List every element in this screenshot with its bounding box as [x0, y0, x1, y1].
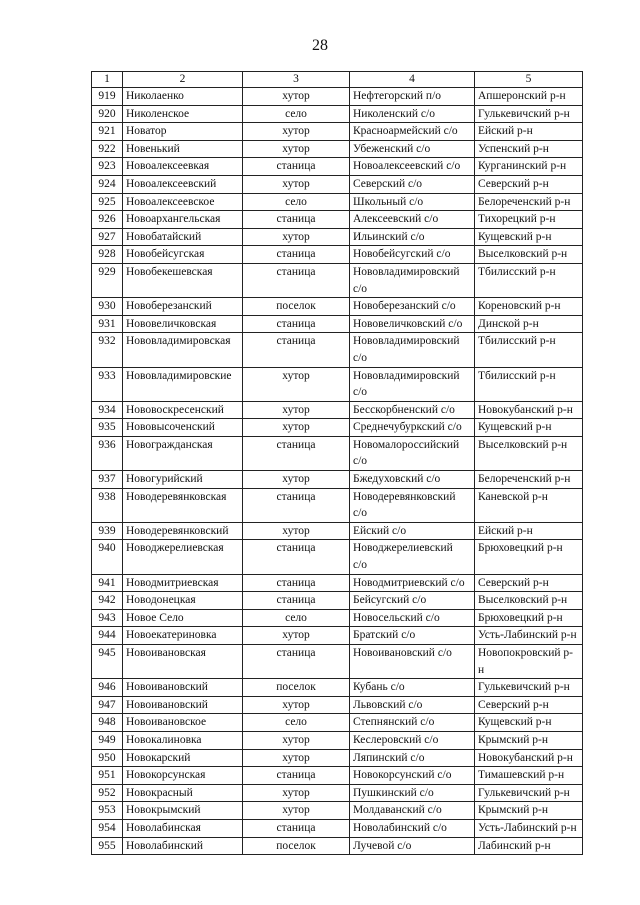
table-row [92, 714, 583, 732]
table-row [92, 802, 583, 820]
table-row [92, 731, 583, 749]
administration-name [350, 211, 475, 229]
settlement-name: Новоалексеевский [123, 175, 243, 193]
administration-line: Нововладимировский [353, 335, 460, 348]
settlement-type: поселок [243, 837, 350, 855]
row-number: 945 [92, 645, 123, 679]
administration-line: Кеслеровский с/о [353, 733, 439, 746]
settlement-type: хутор [243, 419, 350, 437]
administration-name [350, 88, 475, 106]
settlement-name: Новокрасный [123, 784, 243, 802]
settlement-type: станица [243, 333, 350, 367]
administration-line: с/о [353, 559, 368, 572]
administration-line: Николенский с/о [353, 107, 435, 120]
administration-line: Новомалороссийский [353, 438, 460, 451]
row-number: 926 [92, 211, 123, 229]
settlement-name: Новобатайский [123, 228, 243, 246]
table-row [92, 471, 583, 489]
administration-line: Бесскорбненский с/о [353, 403, 455, 416]
row-number: 925 [92, 193, 123, 211]
row-number: 920 [92, 105, 123, 123]
administration-line: Красноармейский с/о [353, 125, 458, 138]
row-number: 933 [92, 367, 123, 401]
administration-name [350, 367, 475, 401]
district-name: Усть-Лабинский р-н [475, 627, 583, 645]
district-name: Выселковский р-н [475, 436, 583, 470]
table-row [92, 246, 583, 264]
table-row [92, 419, 583, 437]
settlement-type: станица [243, 158, 350, 176]
table-row [92, 298, 583, 316]
district-name: Успенский р-н [475, 140, 583, 158]
row-number: 939 [92, 522, 123, 540]
settlement-name: Новоивановский [123, 696, 243, 714]
administration-name [350, 419, 475, 437]
settlement-type: хутор [243, 471, 350, 489]
settlement-name: Новоархангельская [123, 211, 243, 229]
settlement-name: Новоалексеевское [123, 193, 243, 211]
settlement-type: хутор [243, 401, 350, 419]
row-number: 941 [92, 574, 123, 592]
row-number: 922 [92, 140, 123, 158]
administration-name [350, 714, 475, 732]
administration-name [350, 105, 475, 123]
administration-name [350, 609, 475, 627]
district-name: Ейский р-н [475, 522, 583, 540]
administration-line: Лучевой с/о [353, 839, 412, 852]
settlement-name: Новоберезанский [123, 298, 243, 316]
row-number: 932 [92, 333, 123, 367]
table-row [92, 401, 583, 419]
administration-name [350, 246, 475, 264]
table-row [92, 749, 583, 767]
settlement-type: станица [243, 767, 350, 785]
administration-line: Новобейсугский с/о [353, 248, 451, 261]
district-name: Тбилисский р-н [475, 333, 583, 367]
column-header: 5 [475, 72, 583, 88]
row-number: 936 [92, 436, 123, 470]
district-name: Кореновский р-н [475, 298, 583, 316]
table-row [92, 105, 583, 123]
administration-line: Молдаванский с/о [353, 804, 442, 817]
administration-name [350, 802, 475, 820]
administration-line: Нововладимировский [353, 265, 460, 278]
administration-line: Ляпинский с/о [353, 751, 425, 764]
district-name: Динской р-н [475, 315, 583, 333]
administration-line: Степнянский с/о [353, 716, 435, 729]
district-name: Гулькевичский р-н [475, 784, 583, 802]
column-header: 3 [243, 72, 350, 88]
table-row [92, 123, 583, 141]
settlement-type: хутор [243, 123, 350, 141]
row-number: 929 [92, 263, 123, 297]
column-header: 2 [123, 72, 243, 88]
settlement-name: Новоекатериновка [123, 627, 243, 645]
settlement-type: хутор [243, 731, 350, 749]
settlement-name: Новогурийский [123, 471, 243, 489]
administration-line: Среднечубуркский с/о [353, 421, 462, 434]
settlement-name: Новолабинский [123, 837, 243, 855]
table-row [92, 158, 583, 176]
administration-name [350, 749, 475, 767]
table-row [92, 609, 583, 627]
settlement-type: село [243, 193, 350, 211]
settlement-type: село [243, 105, 350, 123]
settlement-type: станица [243, 574, 350, 592]
administration-name [350, 731, 475, 749]
settlement-name: Новобекешевская [123, 263, 243, 297]
district-name: Ейский р-н [475, 123, 583, 141]
settlement-name: Новатор [123, 123, 243, 141]
settlement-name: Новодеревянковский [123, 522, 243, 540]
table-row [92, 488, 583, 522]
settlement-type: станица [243, 540, 350, 574]
settlement-name: Новодонецкая [123, 592, 243, 610]
administration-name [350, 819, 475, 837]
administration-name [350, 627, 475, 645]
row-number: 937 [92, 471, 123, 489]
administration-name [350, 522, 475, 540]
settlement-name: Николаенко [123, 88, 243, 106]
settlement-type: хутор [243, 749, 350, 767]
administration-line: Новоберезанский с/о [353, 300, 456, 313]
row-number: 942 [92, 592, 123, 610]
row-number: 943 [92, 609, 123, 627]
administration-line: с/о [353, 282, 368, 295]
row-number: 927 [92, 228, 123, 246]
administration-name [350, 175, 475, 193]
administration-name [350, 767, 475, 785]
settlement-name: Нововоскресенский [123, 401, 243, 419]
row-number: 928 [92, 246, 123, 264]
administration-line: Ильинский с/о [353, 230, 425, 243]
settlement-type: станица [243, 592, 350, 610]
administration-name [350, 333, 475, 367]
settlement-name: Новодеревянковская [123, 488, 243, 522]
administration-name [350, 592, 475, 610]
administration-line: Новолабинский с/о [353, 821, 447, 834]
settlement-type: хутор [243, 367, 350, 401]
page-number: 28 [312, 37, 328, 54]
settlement-type: хутор [243, 88, 350, 106]
settlement-type: станица [243, 246, 350, 264]
district-name: Северский р-н [475, 175, 583, 193]
administration-line: Новодмитриевский с/о [353, 576, 465, 589]
row-number: 954 [92, 819, 123, 837]
district-name: Выселковский р-н [475, 592, 583, 610]
settlement-name: Новоалексеевкая [123, 158, 243, 176]
settlement-name: Новокорсунская [123, 767, 243, 785]
administration-line: с/о [353, 351, 368, 364]
district-name: Гулькевичский р-н [475, 105, 583, 123]
administration-line: Нововеличковский с/о [353, 317, 463, 330]
administration-line: Братский с/о [353, 629, 416, 642]
administration-name [350, 540, 475, 574]
administration-line: Убеженский с/о [353, 142, 431, 155]
table-row [92, 315, 583, 333]
row-number: 944 [92, 627, 123, 645]
settlement-name: Нововладимировская [123, 333, 243, 367]
district-name: Брюховецкий р-н [475, 540, 583, 574]
row-number: 953 [92, 802, 123, 820]
administration-line: Бейсугский с/о [353, 594, 427, 607]
row-number: 931 [92, 315, 123, 333]
settlement-name: Новоивановское [123, 714, 243, 732]
settlement-name: Новокрымский [123, 802, 243, 820]
administration-name [350, 193, 475, 211]
row-number: 946 [92, 679, 123, 697]
administration-name [350, 679, 475, 697]
district-name: Тбилисский р-н [475, 367, 583, 401]
administration-name [350, 436, 475, 470]
district-name: Кущевский р-н [475, 419, 583, 437]
table-row [92, 193, 583, 211]
table-row [92, 645, 583, 679]
administration-name [350, 263, 475, 297]
settlement-type: станица [243, 488, 350, 522]
district-name: Тихорецкий р-н [475, 211, 583, 229]
administration-line: Нефтегорский п/о [353, 90, 442, 102]
settlements-table [91, 71, 583, 855]
table-row [92, 436, 583, 470]
row-number: 949 [92, 731, 123, 749]
table-row [92, 819, 583, 837]
table-row [92, 784, 583, 802]
settlement-type: поселок [243, 679, 350, 697]
administration-line: Новокорсунский с/о [353, 769, 452, 782]
settlement-type: хутор [243, 228, 350, 246]
settlement-type: хутор [243, 696, 350, 714]
administration-line: с/о [353, 455, 368, 468]
settlement-type: хутор [243, 140, 350, 158]
administration-line: Северский с/о [353, 177, 423, 190]
table-row [92, 627, 583, 645]
district-name: Северский р-н [475, 696, 583, 714]
district-name: Лабинский р-н [475, 837, 583, 855]
row-number: 940 [92, 540, 123, 574]
administration-name [350, 471, 475, 489]
administration-name [350, 784, 475, 802]
row-number: 955 [92, 837, 123, 855]
district-name: Белореченский р-н [475, 471, 583, 489]
settlement-type: станица [243, 436, 350, 470]
administration-line: Новодеревянковский [353, 490, 456, 503]
settlement-name: Нововысоченский [123, 419, 243, 437]
district-name: Апшеронский р-н [475, 88, 583, 106]
administration-line: Львовский с/о [353, 698, 423, 711]
settlement-type: село [243, 609, 350, 627]
table-row [92, 522, 583, 540]
settlement-type: хутор [243, 784, 350, 802]
table-row [92, 837, 583, 855]
settlement-name: Новолабинская [123, 819, 243, 837]
administration-name [350, 645, 475, 679]
administration-line: Новоалексеевский с/о [353, 160, 461, 173]
row-number: 948 [92, 714, 123, 732]
district-name: Усть-Лабинский р-н [475, 819, 583, 837]
administration-name [350, 696, 475, 714]
settlement-type: станица [243, 645, 350, 679]
row-number: 934 [92, 401, 123, 419]
administration-name [350, 158, 475, 176]
administration-name [350, 140, 475, 158]
table-row [92, 767, 583, 785]
row-number: 921 [92, 123, 123, 141]
administration-line: Пушкинский с/о [353, 786, 434, 799]
settlement-type: станица [243, 315, 350, 333]
row-number: 951 [92, 767, 123, 785]
settlement-name: Новобейсугская [123, 246, 243, 264]
district-name: Выселковский р-н [475, 246, 583, 264]
settlement-name: Нововладимировские [123, 367, 243, 401]
settlement-type: станица [243, 819, 350, 837]
administration-line: Нововладимировский [353, 369, 460, 382]
settlement-name: Новодмитриевская [123, 574, 243, 592]
settlement-name: Нововеличковская [123, 315, 243, 333]
row-number: 947 [92, 696, 123, 714]
district-name: Тбилисский р-н [475, 263, 583, 297]
settlement-name: Новогражданская [123, 436, 243, 470]
row-number: 923 [92, 158, 123, 176]
table-header-row [92, 72, 583, 88]
administration-line: Школьный с/о [353, 195, 424, 208]
settlement-type: хутор [243, 522, 350, 540]
district-name: Брюховецкий р-н [475, 609, 583, 627]
administration-name [350, 574, 475, 592]
table-row [92, 367, 583, 401]
administration-line: Ейский с/о [353, 524, 407, 537]
table-row [92, 263, 583, 297]
table-row [92, 696, 583, 714]
administration-line: с/о [353, 386, 368, 399]
row-number: 919 [92, 88, 123, 106]
settlement-name: Новокалиновка [123, 731, 243, 749]
district-name: Гулькевичский р-н [475, 679, 583, 697]
district-name: Новокубанский р-н [475, 749, 583, 767]
column-header: 4 [350, 72, 475, 88]
administration-line: Кубань с/о [353, 681, 405, 694]
settlement-type: хутор [243, 627, 350, 645]
administration-line: Новоивановский с/о [353, 647, 452, 659]
settlement-type: станица [243, 263, 350, 297]
administration-line: Бжедуховский с/о [353, 473, 441, 486]
table-row [92, 679, 583, 697]
row-number: 952 [92, 784, 123, 802]
table-row [92, 333, 583, 367]
settlement-name: Новоивановская [123, 645, 243, 679]
settlement-type: село [243, 714, 350, 732]
administration-line: Новосельский с/о [353, 611, 440, 624]
administration-line: Алексеевский с/о [353, 213, 439, 226]
row-number: 950 [92, 749, 123, 767]
district-name: Кущевский р-н [475, 714, 583, 732]
district-name: Курганинский р-н [475, 158, 583, 176]
table-row [92, 175, 583, 193]
row-number: 935 [92, 419, 123, 437]
administration-name [350, 837, 475, 855]
administration-name [350, 298, 475, 316]
settlement-name: Новокарский [123, 749, 243, 767]
table-row [92, 140, 583, 158]
table-row [92, 88, 583, 106]
administration-name [350, 401, 475, 419]
table-row [92, 574, 583, 592]
district-name: Крымский р-н [475, 731, 583, 749]
district-name: Крымский р-н [475, 802, 583, 820]
table-row [92, 228, 583, 246]
administration-line: с/о [353, 507, 368, 520]
administration-line: Новоджерелиевский [353, 542, 453, 555]
settlement-type: поселок [243, 298, 350, 316]
table-row [92, 540, 583, 574]
row-number: 938 [92, 488, 123, 522]
settlement-name: Новоджерелиевская [123, 540, 243, 574]
row-number: 924 [92, 175, 123, 193]
district-name: Кущевский р-н [475, 228, 583, 246]
district-name: Белореченский р-н [475, 193, 583, 211]
table-row [92, 211, 583, 229]
table-row [92, 592, 583, 610]
settlement-name: Новое Село [123, 609, 243, 627]
administration-name [350, 228, 475, 246]
settlement-name: Новенький [123, 140, 243, 158]
settlement-type: станица [243, 211, 350, 229]
settlement-name: Николенское [123, 105, 243, 123]
administration-name [350, 315, 475, 333]
district-name: Тимашевский р-н [475, 767, 583, 785]
district-name: Новопокровский р-н [475, 645, 583, 679]
district-name: Каневской р-н [475, 488, 583, 522]
column-header: 1 [92, 72, 123, 88]
administration-name [350, 123, 475, 141]
district-name: Северский р-н [475, 574, 583, 592]
row-number: 930 [92, 298, 123, 316]
district-name: Новокубанский р-н [475, 401, 583, 419]
settlement-type: хутор [243, 175, 350, 193]
settlement-name: Новоивановский [123, 679, 243, 697]
administration-name [350, 488, 475, 522]
settlement-type: хутор [243, 802, 350, 820]
